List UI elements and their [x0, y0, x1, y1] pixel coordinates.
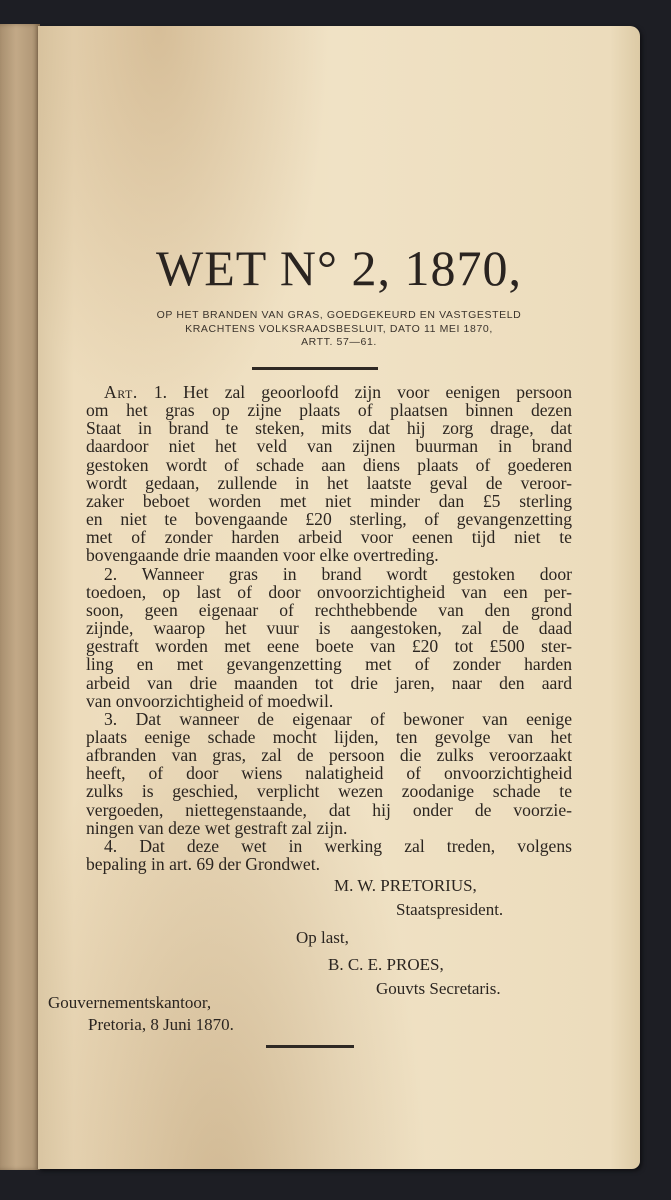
text-line: plaats eenige schade mocht lijden, ten gevolge van het [86, 726, 572, 747]
by-order-label: Op last, [296, 928, 349, 947]
president-title: Staatspresident. [396, 900, 504, 919]
article-3 [86, 710, 572, 837]
text-line: 2. Wanneer gras in brand wordt gestoken door [104, 563, 572, 584]
text-line: heeft, of door wiens nalatigheid of onvoorzichtigheid [86, 763, 572, 784]
place-date-line: Pretoria, 8 Juni 1870. [88, 1015, 234, 1034]
text-line: soon, geen eigenaar of rechthebbende van den grond [86, 599, 572, 620]
text-line: Art. 1. Het zal geoorloofd zijn voor eenigen persoon [104, 382, 572, 402]
text-line: bepaling in art. 69 der Grondwet. [86, 854, 321, 875]
document-page [38, 26, 640, 1169]
secretary-name: B. C. E. PROES, [328, 955, 444, 974]
text-line: gestoken wordt of schade aan diens plaats of goederen [86, 454, 572, 475]
text-line: daardoor niet het veld van zijnen buurman in brand [86, 436, 572, 457]
text-line: zaker beboet worden met niet minder dan £5 sterling [86, 490, 572, 511]
subtitle-line: OP HET BRANDEN VAN GRAS, GOEDGEKEURD EN VASTGESTELD [156, 309, 522, 321]
article-number: 3. [104, 708, 118, 729]
text-line: 4. Dat deze wet in werking zal treden, volgens [104, 835, 572, 856]
divider-rule [266, 1045, 354, 1048]
divider-rule [252, 367, 378, 370]
article-number: 1. [153, 382, 168, 402]
article-2 [86, 565, 572, 710]
text-line: met of zonder harden arbeid voor eenen tijd niet te [86, 527, 572, 548]
text-line: van onvoorzichtigheid of moedwil. [86, 690, 334, 711]
text-line: om het gras op zijne plaats of plaatsen binnen dezen [86, 400, 572, 421]
secretary-title: Gouvts Secretaris. [376, 979, 501, 998]
subtitle-line: KRACHTENS VOLKSRAADSBESLUIT, DATO 11 MEI 1870, [185, 322, 493, 335]
subtitle-line: ARTT. 57—61. [301, 336, 377, 348]
text-line: Staat in brand te steken, mits dat hij zorg drage, dat [86, 418, 572, 439]
law-title: WET N° 2, 1870, [156, 240, 522, 296]
president-name: M. W. PRETORIUS, [334, 876, 477, 895]
text-line: afbranden van gras, zal de persoon die zulks veroorzaakt [86, 745, 572, 766]
article-1 [86, 383, 572, 565]
law-body [86, 383, 572, 873]
text-line: 3. Dat wanneer de eigenaar of bewoner van eenige [104, 708, 572, 729]
text-line: arbeid van drie maanden tot drie jaren, naar den aard [86, 672, 572, 693]
text-line: bovengaande drie maanden voor elke overtreding. [86, 545, 439, 566]
text-line: toedoen, op last of door onvoorzichtigheid van een per- [86, 581, 572, 602]
text-line: zijnde, waarop het vuur is aangestoken, zal de daad [86, 618, 572, 639]
article-number: 2. [104, 563, 118, 584]
page-content [38, 26, 640, 1169]
law-subtitle [38, 309, 640, 350]
text-line: en niet te bovengaande £20 sterling, of gevangenzetting [86, 509, 572, 530]
article-number: 4. [104, 835, 118, 856]
article-4 [86, 837, 572, 873]
place-line-1: Gouvernementskantoor, [48, 993, 212, 1012]
text-line: ling en met gevangenzetting met of zonder harden [86, 654, 572, 675]
text-line: ningen van deze wet gestraft zal zijn. [86, 817, 348, 838]
text-line: gestraft worden met eene boete van £20 tot £500 ster- [86, 636, 572, 657]
text-line: vergoeden, niettegenstaande, dat hij onder de voorzie- [86, 799, 572, 820]
text-line: wordt gedaan, zullende in het laatste geval de veroor- [86, 472, 572, 493]
book-spine [0, 24, 40, 1170]
article-label: Art. [104, 382, 138, 402]
text-line: zulks is geschied, verplicht wezen zoodanige schade te [86, 781, 572, 802]
